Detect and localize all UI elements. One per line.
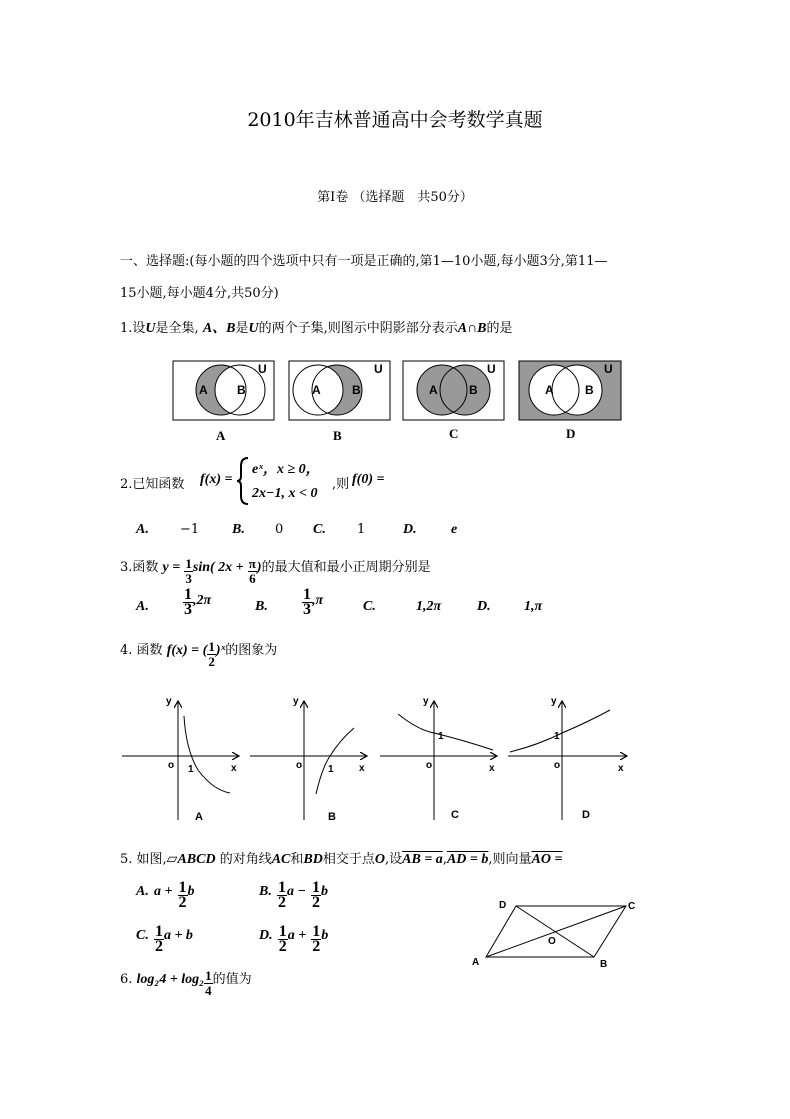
section-subtitle: 第Ⅰ卷 （选择题 共50分）: [317, 190, 473, 205]
q3-option-d-letter: D.: [477, 599, 491, 614]
venn-a-label: A: [199, 383, 208, 397]
q3-option-b-letter: B.: [255, 599, 268, 614]
venn-b-label: B: [352, 383, 361, 397]
q1-option-a: A: [216, 428, 226, 443]
q4-fx: f(x) = (: [166, 643, 208, 658]
q5-option-d: D. $\frac{1}{2}$ a + $\frac{1}{2}$ b: [259, 923, 329, 955]
q2-case1: eˣ，x ≥ 0，: [252, 462, 320, 477]
venn-a-label: A: [429, 383, 438, 397]
section-instructions-line2: 15小题,每小题4分,共50分): [120, 286, 279, 301]
figure-label-o: O: [548, 936, 556, 947]
graph-b-label: B: [328, 811, 336, 823]
q3-sin: sin( 2x +: [192, 560, 244, 575]
svg-text:x: x: [359, 763, 365, 774]
venn-u-label: U: [604, 362, 613, 376]
svg-text:o: o: [554, 760, 561, 771]
q5-ab: AB = a: [402, 852, 443, 867]
q2-suffix: ,则: [332, 477, 350, 492]
venn-option-d: [519, 361, 621, 420]
q3-option-b-value: $\frac{1}{3}$ ,π: [303, 586, 324, 618]
q3-suffix: 的最大值和最小正周期分别是: [261, 560, 431, 575]
q6-expr: log₂4 + log₂: [136, 972, 205, 987]
question-4: [120, 639, 277, 669]
svg-text:o: o: [168, 760, 175, 771]
q3-frac: $\frac{1}{3}$: [185, 556, 192, 586]
svg-text:o: o: [296, 760, 303, 771]
venn-b-label: B: [469, 383, 478, 397]
q5-ad: AD = b: [446, 852, 489, 867]
q2-ask: f(0) =: [352, 472, 385, 487]
q2-option-c-letter: C.: [313, 522, 326, 537]
q5-parallelogram-figure: [468, 893, 648, 973]
q3-close: ): [256, 560, 262, 575]
q6-frac: $\frac{1}{4}$: [205, 968, 212, 998]
q4-suffix: 的图象为: [225, 643, 278, 658]
q1-u2: U: [248, 321, 259, 336]
venn-u-label: U: [258, 362, 267, 376]
q2-fx: f(x) =: [200, 472, 233, 487]
q3-prefix: 3.函数: [120, 560, 159, 575]
q2-prefix: 2.已知函数: [120, 477, 185, 492]
graph-option-a: [122, 696, 238, 823]
q3-option-c-letter: C.: [363, 599, 376, 614]
question-1: [120, 317, 513, 337]
q6-prefix: 6.: [120, 972, 133, 987]
section-instructions-line1: 一、选择题:(每小题的四个选项中只有一项是正确的,第1—10小题,每小题3分,第11—: [120, 254, 608, 269]
svg-text:1: 1: [438, 731, 444, 742]
venn-option-a: [173, 361, 274, 420]
q6-suffix: 的值为: [212, 972, 252, 987]
q1-option-b: B: [333, 428, 342, 443]
q5-option-a: A. a + $\frac{1}{2}$ b: [136, 879, 195, 911]
svg-text:y: y: [551, 696, 557, 707]
svg-text:x: x: [618, 763, 624, 774]
q3-pi-frac: $\frac{\pi}{6}$: [248, 556, 256, 586]
svg-text:o: o: [426, 760, 433, 771]
figure-label-c: C: [628, 901, 636, 912]
graph-option-c: [380, 696, 496, 821]
q5-para: ▱ABCD: [166, 852, 216, 867]
q2-option-a-letter: A.: [136, 522, 149, 537]
q5-option-c: C. $\frac{1}{2}$ a + b: [136, 923, 193, 955]
q3-option-c-value: 1,2π: [416, 599, 442, 614]
venn-u-label: U: [487, 362, 496, 376]
q1-u: U: [145, 321, 156, 336]
venn-a-label: A: [545, 383, 554, 397]
q1-end: 的是: [486, 321, 513, 336]
venn-b-label: B: [585, 383, 594, 397]
q2-option-a-value: −1: [180, 522, 200, 537]
graph-a-label: A: [195, 811, 203, 823]
question-5: 5. 如图,▱ABCD 的对角线AC和BD相交于点O,设AB = a,AD = b,则向量AO =: [120, 852, 563, 867]
venn-b-label: B: [237, 383, 246, 397]
svg-text:x: x: [489, 763, 495, 774]
figure-label-b: B: [600, 959, 608, 970]
q2-option-b-letter: B.: [232, 522, 245, 537]
q1-ab: A、B: [202, 321, 236, 336]
q2-option-b-value: 0: [275, 522, 284, 537]
q3-option-a-letter: A.: [136, 599, 149, 614]
q3-option-a-value: $\frac{1}{3}$ ,2π: [184, 586, 212, 618]
svg-text:y: y: [293, 696, 299, 707]
q1-expr: A∩B: [457, 321, 487, 336]
q4-power: )ˣ: [215, 643, 226, 658]
q2-option-d-value: e: [451, 522, 458, 537]
q1-option-c: C: [449, 426, 459, 441]
q5-option-b: B. $\frac{1}{2}$ a − $\frac{1}{2}$ b: [259, 879, 329, 911]
page-title: 2010年吉林普通高中会考数学真题: [247, 109, 543, 131]
venn-option-b: [289, 361, 390, 420]
figure-label-a: A: [472, 957, 480, 968]
q1-mid3: 的两个子集,则图示中阴影部分表示: [258, 321, 458, 336]
venn-u-label: U: [374, 362, 383, 376]
q2-option-d-letter: D.: [403, 522, 417, 537]
svg-text:1: 1: [188, 764, 194, 775]
q5-ao: AO =: [531, 852, 563, 867]
q1-mid1: 是全集,: [155, 321, 199, 336]
q2-case2: 2x−1, x < 0: [252, 486, 318, 501]
q1-option-d: D: [566, 426, 576, 441]
svg-text:y: y: [423, 696, 429, 707]
figure-label-d: D: [499, 900, 507, 911]
venn-a-label: A: [312, 383, 321, 397]
svg-text:1: 1: [328, 764, 334, 775]
question-3: [120, 556, 431, 586]
question-6: [120, 968, 252, 998]
q5-prefix: 5. 如图,: [120, 852, 167, 867]
svg-text:1: 1: [554, 731, 560, 742]
svg-text:y: y: [166, 696, 172, 707]
q3-y: y =: [162, 560, 181, 575]
q4-frac: $\frac{1}{2}$: [208, 639, 215, 669]
graph-c-label: C: [451, 809, 459, 821]
q2-brace: [236, 456, 250, 506]
svg-text:x: x: [231, 763, 237, 774]
q1-prefix: 1.设: [120, 321, 146, 336]
graph-option-d: [508, 696, 626, 821]
graph-d-label: D: [582, 809, 590, 821]
q2-option-c-value: 1: [357, 522, 366, 537]
q4-graphs: [118, 690, 638, 830]
graph-option-b: [250, 696, 366, 823]
q4-prefix: 4. 函数: [120, 643, 163, 658]
venn-option-c: [403, 361, 504, 420]
q1-mid2: 是: [235, 321, 249, 336]
q3-option-d-value: 1,π: [524, 599, 543, 614]
